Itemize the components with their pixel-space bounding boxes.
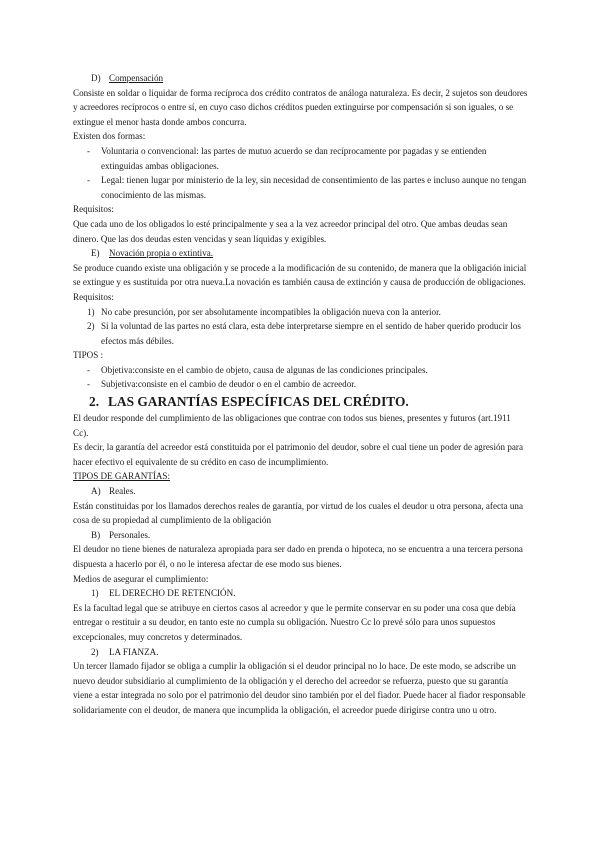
label: TIPOS DE GARANTÍAS: (73, 471, 171, 482)
section-title: Personales. (109, 529, 151, 540)
subheading-personales (73, 528, 528, 543)
forms-list (73, 144, 528, 202)
label: Requisitos: (73, 291, 114, 302)
section-title: Novación propia o extintiva. (109, 248, 214, 259)
label: TIPOS : (73, 350, 104, 361)
section-title: EL DERECHO DE RETENCIÓN. (109, 588, 236, 599)
section-title: Compensación (109, 73, 164, 83)
list-item-text: Voluntaria o convencional: las partes de mutuo acuerdo se dan recíprocamente por pagadas y se entienden extinguidas ambas obligaciones. (101, 145, 487, 171)
paragraph: Que cada uno de los obligados lo esté principalmente y sea a la vez acreedor principal del otro. Que ambas deudas sean dinero. Que las dos deudas esten vencidas y sean líquidas y exigibles. (73, 218, 508, 244)
subheading-retencion (73, 586, 528, 601)
section-marker: E) (91, 248, 100, 259)
paragraph: Es la facultad legal que se atribuye en ciertos casos al acreedor y que le permite conservar en su poder una cosa que debía entregar o restituir a su deudor, en tanto este no cumpla su obligación. Nuestro Cc lo prevé sólo para unos supuestos excepcionales, muy concretos y determinados. (73, 602, 516, 642)
bullet: - (87, 175, 91, 186)
section-marker: D) (91, 73, 101, 83)
list-item (73, 305, 528, 320)
subheading-fianza (73, 645, 528, 660)
tipos-list (73, 363, 528, 392)
section-marker: 1) (91, 588, 99, 599)
paragraph: Se produce cuando existe una obligación y se procede a la modificación de su contenido, de manera que la obligación inicial se extingue y es sustituida por otra nueva.La novación es también causa de extinción y causa de producción de obligaciones. (73, 262, 527, 288)
requisitos-list (73, 305, 528, 349)
list-item-text: Si la voluntad de las partes no está clara, esta debe interpretarse siempre en el sentido de haber querido producir los efectos más débiles. (101, 321, 521, 346)
list-item (73, 144, 528, 173)
list-item (73, 363, 528, 378)
label: Medios de asegurar el cumplimiento: (73, 573, 209, 584)
bullet: - (87, 364, 91, 375)
paragraph: Consiste en soldar o liquidar de forma recíproca dos crédito contratos de análoga naturaleza. Es decir, 2 sujetos son deudores y acreedores recíprocos o entre sí, en cuyo caso dichos créditos pueden extinguirse por compensación si son iguales, o se extingue el menor hasta donde ambos concurra. (73, 87, 528, 127)
paragraph: El deudor responde del cumplimiento de las obligaciones que contrae con todos sus bienes, presentes y futuros (art.1911 Cc). (73, 413, 511, 438)
section-marker: B) (91, 529, 101, 540)
list-item-text: Legal: tienen lugar por ministerio de la ley, sin necesidad de consentimiento de las partes e incluso aunque no tengan conocimiento de las mismas. (101, 175, 527, 200)
section-title: LA FIANZA. (109, 646, 159, 657)
list-item-text: Objetiva:consiste en el cambio de objeto, causa de algunas de las condiciones principales. (101, 364, 428, 375)
section-heading-compensacion (73, 71, 528, 86)
section-title: Reales. (109, 486, 136, 497)
main-heading (73, 392, 528, 411)
heading-number: 2. (89, 394, 100, 410)
list-item (73, 319, 528, 348)
number-marker: 1) (87, 306, 95, 317)
paragraph: Es decir, la garantía del acreedor está constituida por el patrimonio del deudor, sobre el cual tiene un poder de agresión para hacer efectivo el equivalente de su crédito en caso de incumplimiento. (73, 442, 523, 467)
bullet: - (87, 145, 91, 156)
section-marker: 2) (91, 646, 99, 657)
number-marker: 2) (87, 321, 95, 332)
label: Requisitos: (73, 204, 114, 215)
document-page (73, 71, 528, 718)
list-item-text: No cabe presunción, por ser absolutamente incompatibles la obligación nueva con la anterior. (101, 306, 441, 317)
list-item-text: Subjetiva:consiste en el cambio de deudor o en el cambio de acreedor. (101, 379, 357, 390)
list-item (73, 377, 528, 392)
paragraph: El deudor no tiene bienes de naturaleza apropiada para ser dado en prenda o hipoteca, no se encuentra a una tercera persona dispuesta a hacerlo por él, o no le interesa afectar de ese modo sus bienes. (73, 544, 523, 569)
paragraph: Están constituidas por los llamados derechos reales de garantía, por virtud de los cuales el deudor u otra persona, afecta una cosa de su propiedad al cumplimiento de la obligación (73, 500, 523, 526)
subheading-reales (73, 484, 528, 499)
list-item (73, 173, 528, 202)
paragraph: Un tercer llamado fijador se obliga a cumplir la obligación si el deudor principal no lo hace. De este modo, se adscribe un nuevo deudor subsidiario al cumplimiento de la obligación y el derecho del acreedor se refuerza, puesto que su garantía viene a estar integrada no solo por el patrimonio del deudor sino también por el del fiador. Puede hacer al fiador responsable solidariamente con el deudor, de manera que incumplida la obligación, el acreedor puede dirigirse contra uno u otro. (73, 661, 526, 715)
paragraph: Existen dos formas: (73, 131, 146, 142)
section-marker: A) (91, 486, 101, 497)
bullet: - (87, 379, 91, 390)
heading-title: LAS GARANTÍAS ESPECÍFICAS DEL CRÉDITO. (108, 394, 409, 410)
section-heading-novacion (73, 246, 528, 261)
